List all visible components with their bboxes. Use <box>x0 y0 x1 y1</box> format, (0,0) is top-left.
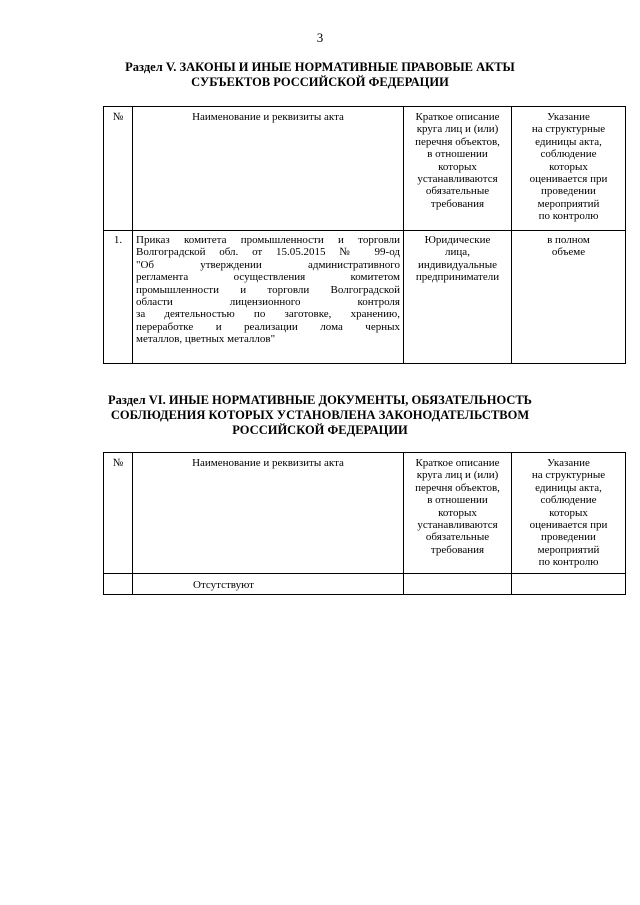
section-6-title-line: СОБЛЮДЕНИЯ КОТОРЫХ УСТАНОВЛЕНА ЗАКОНОДАТЕЛЬСТВОМ <box>110 408 530 422</box>
section-6-title-line: РОССИЙСКОЙ ФЕДЕРАЦИИ <box>232 423 408 437</box>
row-number: 1. <box>104 231 133 364</box>
section-5-title <box>0 60 640 90</box>
act-description <box>404 573 512 594</box>
header-act-name: Наименование и реквизиты акта <box>133 107 404 231</box>
header-structural-units: Указание на структурные единицы акта, соблюдение которых оценивается при проведении мероприятий по контролю <box>512 453 626 574</box>
section-5-title-line: Раздел V. ЗАКОНЫ И ИНЫЕ НОРМАТИВНЫЕ ПРАВОВЫЕ АКТЫ <box>125 60 515 74</box>
page-number: 3 <box>316 30 324 45</box>
section-6-table <box>103 452 626 595</box>
table-row <box>104 573 626 594</box>
table-header-row <box>104 453 626 574</box>
section-6-title-line: Раздел VI. ИНЫЕ НОРМАТИВНЫЕ ДОКУМЕНТЫ, ОБЯЗАТЕЛЬНОСТЬ <box>108 393 532 407</box>
header-description: Краткое описание круга лиц и (или) перечня объектов, в отношении которых устанавливаются обязательные требования <box>404 107 512 231</box>
section-5-table <box>103 106 626 364</box>
header-number: № <box>104 453 133 574</box>
act-description: Юридические лица, индивидуальные предприниматели <box>404 231 512 364</box>
section-5-title-line: СУБЪЕКТОВ РОССИЙСКОЙ ФЕДЕРАЦИИ <box>191 75 449 89</box>
header-structural-units: Указание на структурные единицы акта, соблюдение которых оценивается при проведении мероприятий по контролю <box>512 107 626 231</box>
header-number: № <box>104 107 133 231</box>
table-row <box>104 231 626 364</box>
header-act-name: Наименование и реквизиты акта <box>133 453 404 574</box>
header-description: Краткое описание круга лиц и (или) перечня объектов, в отношении которых устанавливаются обязательные требования <box>404 453 512 574</box>
row-number <box>104 573 133 594</box>
act-name: Отсутствуют <box>133 573 404 594</box>
act-name: Приказ комитета промышленности и торговли Волгоградской обл. от 15.05.2015 № 99-од "Об утверждении административного регламента осуществления комитетом промышленности и торговли Волгоградской области лицензионного контроля за деятельностью по заготовке, хранению, переработке и реализации лома черных металлов, цветных металлов" <box>133 231 404 364</box>
table-header-row <box>104 107 626 231</box>
act-structural-units: в полном объеме <box>512 231 626 364</box>
act-structural-units <box>512 573 626 594</box>
section-6-title <box>0 393 640 438</box>
